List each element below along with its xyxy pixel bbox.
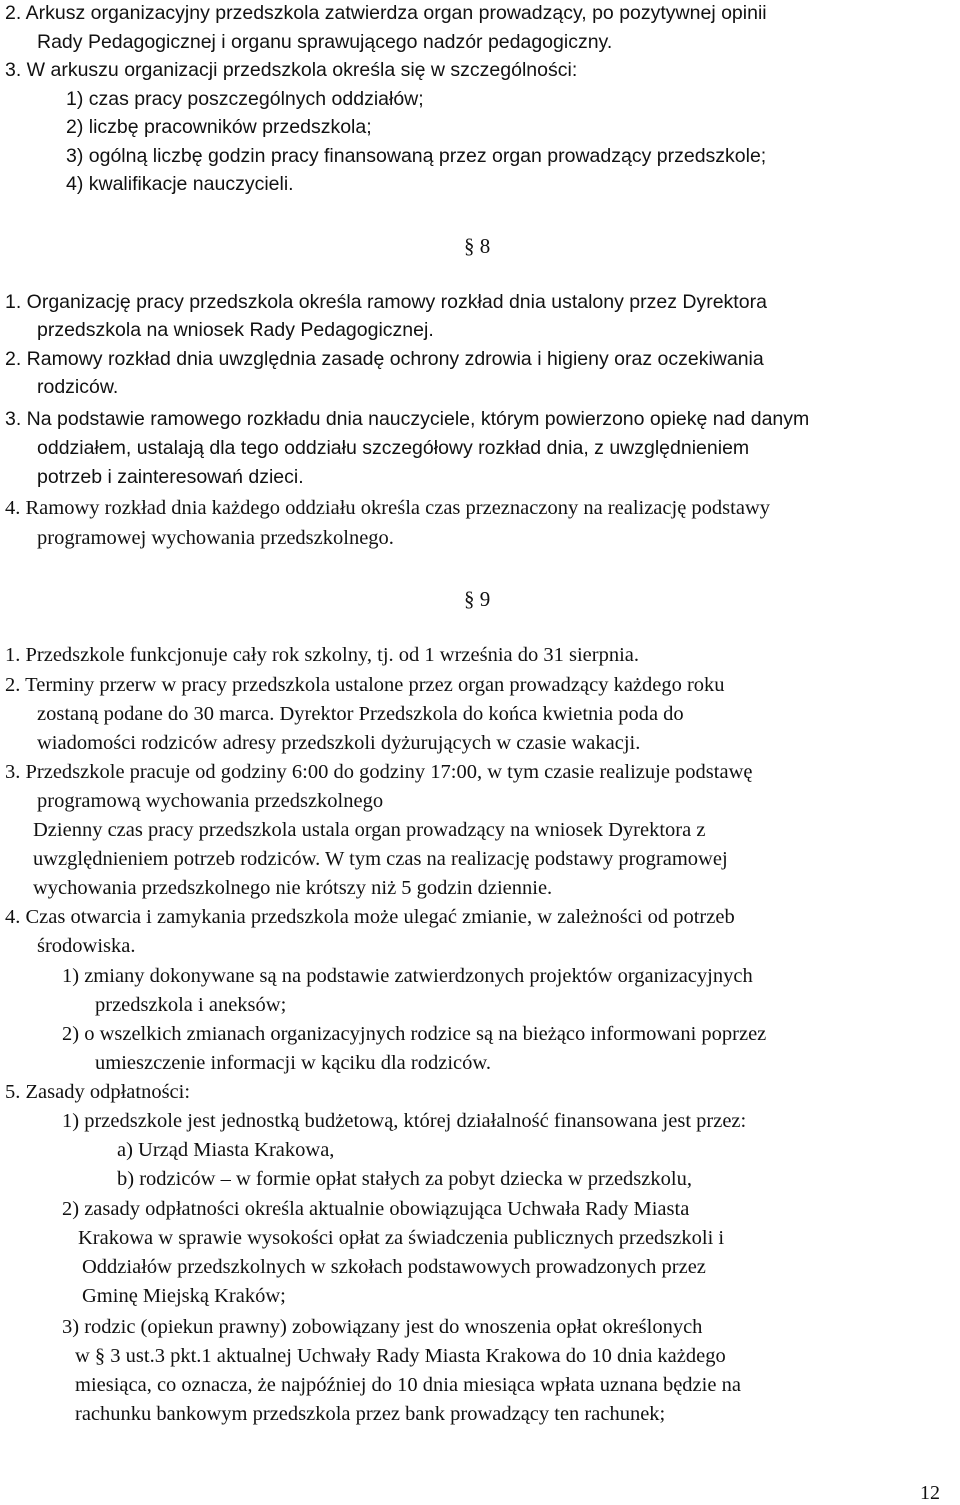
page-number: 12 [920,1482,940,1504]
paragraph-line: oddziałem, ustalają dla tego oddziału szczegółowy rozkład dnia, z uwzględnieniem [37,437,750,459]
paragraph-line: wychowania przedszkolnego nie krótszy niż 5 godzin dziennie. [33,877,553,899]
paragraph-line: 3. Przedszkole pracuje od godziny 6:00 do godziny 17:00, w tym czasie realizuje podstawę [5,761,753,783]
paragraph-line: przedszkola na wniosek Rady Pedagogicznej. [37,319,434,341]
list-item: b) rodziców – w formie opłat stałych za pobyt dziecka w przedszkolu, [117,1168,692,1190]
paragraph-line: 3. Na podstawie ramowego rozkładu dnia nauczyciele, którym powierzono opiekę nad danym [5,408,810,430]
list-item: miesiąca, co oznacza, że najpóźniej do 10 dnia miesiąca wpłata uznana będzie na [75,1374,741,1396]
list-item: 1) czas pracy poszczególnych oddziałów; [66,88,424,110]
list-item: rachunku bankowym przedszkola przez bank prowadzący ten rachunek; [75,1403,666,1425]
paragraph-line: 1. Organizację pracy przedszkola określa ramowy rozkład dnia ustalony przez Dyrektora [5,291,767,313]
paragraph-line: Dzienny czas pracy przedszkola ustala organ prowadzący na wniosek Dyrektora z [33,819,706,841]
list-item: w § 3 ust.3 pkt.1 aktualnej Uchwały Rady Miasta Krakowa do 10 dnia każdego [75,1345,726,1367]
list-item: 2) zasady odpłatności określa aktualnie obowiązująca Uchwała Rady Miasta [62,1198,690,1220]
paragraph-line: 2. Ramowy rozkład dnia uwzględnia zasadę ochrony zdrowia i higieny oraz oczekiwania [5,348,764,370]
paragraph-line: środowiska. [37,935,136,957]
paragraph-line: programową wychowania przedszkolnego [37,790,384,812]
list-item: umieszczenie informacji w kąciku dla rodziców. [95,1052,491,1074]
paragraph-line: Rady Pedagogicznej i organu sprawującego nadzór pedagogiczny. [37,31,613,53]
section-heading: § 8 [464,234,491,258]
list-item: a) Urząd Miasta Krakowa, [117,1139,335,1161]
paragraph-line: 4. Ramowy rozkład dnia każdego oddziału określa czas przeznaczony na realizację podstawy [5,497,770,519]
paragraph-line: uwzględnieniem potrzeb rodziców. W tym czas na realizację podstawy programowej [33,848,728,870]
paragraph-line: 1. Przedszkole funkcjonuje cały rok szkolny, tj. od 1 września do 31 sierpnia. [5,644,640,666]
list-item: 1) przedszkole jest jednostką budżetową, której działalność finansowana jest przez: [62,1110,747,1132]
paragraph-line: 5. Zasady odpłatności: [5,1081,191,1103]
list-item: Gminę Miejską Kraków; [82,1285,286,1307]
list-item: 1) zmiany dokonywane są na podstawie zatwierdzonych projektów organizacyjnych [62,965,753,987]
list-item: Krakowa w sprawie wysokości opłat za świadczenia publicznych przedszkoli i [78,1227,725,1249]
paragraph-line: wiadomości rodziców adresy przedszkoli dyżurujących w czasie wakacji. [37,732,641,754]
paragraph-line: 4. Czas otwarcia i zamykania przedszkola może ulegać zmianie, w zależności od potrzeb [5,906,735,928]
list-item: 2) liczbę pracowników przedszkola; [66,116,372,138]
list-item: 3) rodzic (opiekun prawny) zobowiązany jest do wnoszenia opłat określonych [62,1316,703,1338]
section-heading: § 9 [464,587,491,611]
list-item: przedszkola i aneksów; [95,994,287,1016]
list-item: 3) ogólną liczbę godzin pracy finansowaną przez organ prowadzący przedszkole; [66,145,767,167]
paragraph-line: potrzeb i zainteresowań dzieci. [37,466,304,488]
list-item: 4) kwalifikacje nauczycieli. [66,173,294,195]
paragraph-line: rodziców. [37,376,119,398]
paragraph-line: 3. W arkuszu organizacji przedszkola określa się w szczególności: [5,59,578,81]
paragraph-line: 2. Terminy przerw w pracy przedszkola ustalone przez organ prowadzący każdego roku [5,674,725,696]
list-item: 2) o wszelkich zmianach organizacyjnych rodzice są na bieżąco informowani poprzez [62,1023,767,1045]
paragraph-line: zostaną podane do 30 marca. Dyrektor Przedszkola do końca kwietnia poda do [37,703,684,725]
paragraph-line: 2. Arkusz organizacyjny przedszkola zatwierdza organ prowadzący, po pozytywnej opinii [5,2,767,24]
list-item: Oddziałów przedszkolnych w szkołach podstawowych prowadzonych przez [82,1256,706,1278]
paragraph-line: programowej wychowania przedszkolnego. [37,527,394,549]
